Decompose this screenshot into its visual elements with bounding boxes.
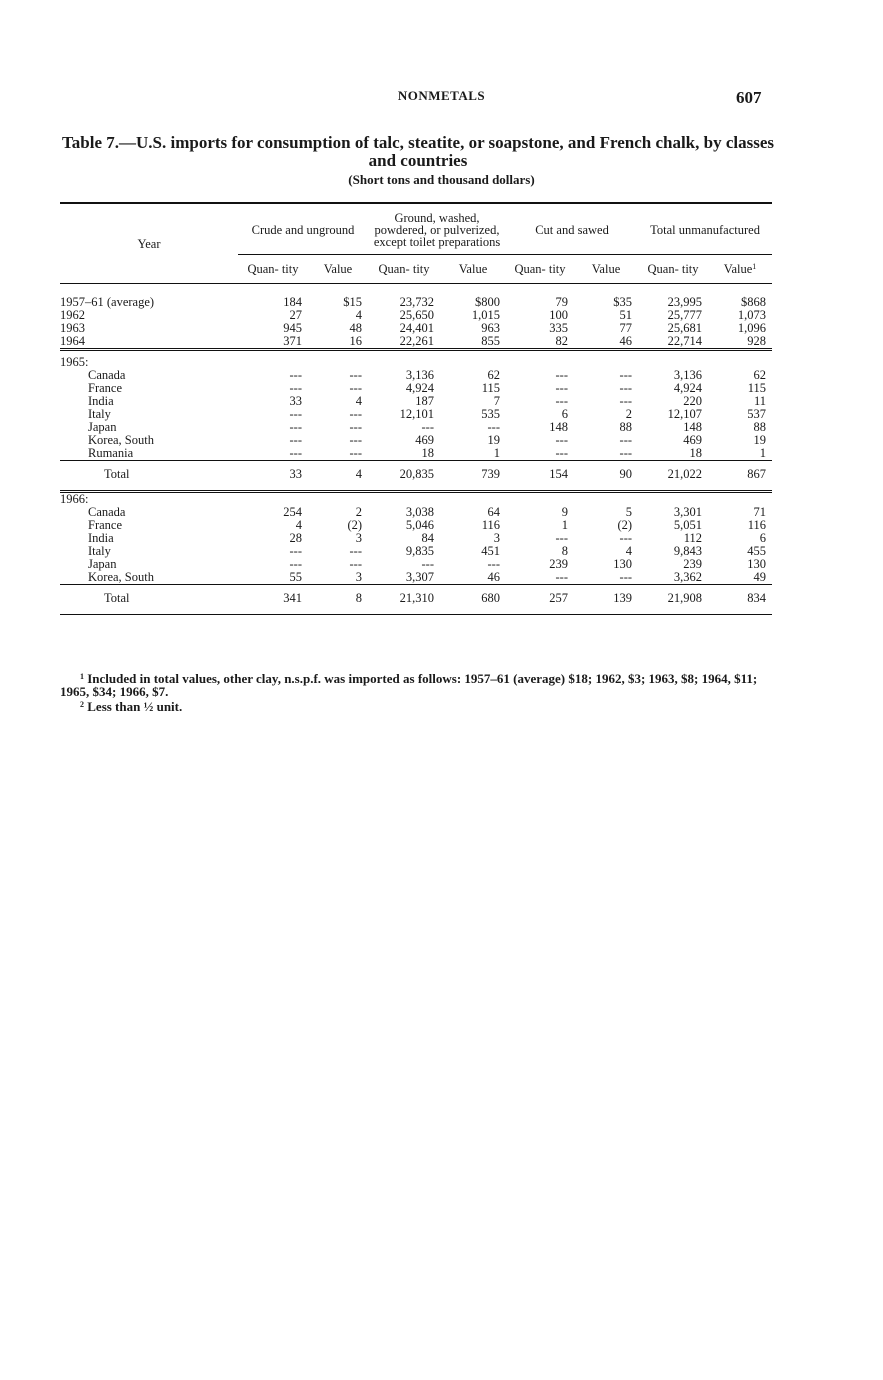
table-cell: 3: [355, 570, 363, 584]
table-cell: 100: [549, 308, 569, 322]
row-label: Korea, South: [88, 571, 154, 584]
footnote-1-mark: 1: [80, 672, 84, 681]
table-cell: 928: [747, 334, 767, 348]
table-cell: 48: [349, 321, 363, 335]
table-cell: ---: [289, 433, 302, 447]
total-row: [60, 461, 772, 492]
table-cell: 1: [493, 446, 501, 460]
table-cell: 220: [683, 394, 703, 408]
row-label: Italy: [88, 408, 111, 421]
table-cell: 187: [415, 394, 435, 408]
table-cell: 46: [487, 570, 501, 584]
table-cell: 739: [440, 461, 506, 492]
table-cell: 254: [283, 505, 302, 519]
table-cell: 77: [619, 321, 633, 335]
row-label: Italy: [88, 545, 111, 558]
table-cell: 239: [549, 557, 569, 571]
table-cell: 3,136: [405, 368, 435, 382]
table-cell: 154: [506, 461, 574, 492]
table-cell: 28: [289, 531, 302, 545]
footnotes: [60, 670, 772, 713]
table-cell: 25,681: [667, 321, 703, 335]
row-label: Japan: [88, 558, 117, 571]
table-cell: 51: [619, 308, 633, 322]
table-cell: ---: [289, 407, 302, 421]
table-cell: 62: [753, 368, 767, 382]
table-cell: 71: [753, 505, 767, 519]
group-header-cut: Cut and sawed: [506, 203, 638, 255]
table-cell: 537: [747, 407, 767, 421]
subheader-value-footnoted: [708, 255, 772, 284]
table-subtitle: (Short tons and thousand dollars): [348, 172, 535, 187]
row-label: Total: [60, 461, 238, 492]
table-cell: ---: [555, 394, 569, 408]
table-cell: ---: [349, 407, 363, 421]
table-cell: 20,835: [368, 461, 440, 492]
page-number: 607: [736, 88, 762, 107]
table-cell: 22,714: [667, 334, 703, 348]
table-cell: ---: [349, 544, 363, 558]
table-cell: 16: [349, 334, 363, 348]
table-cell: 469: [683, 433, 703, 447]
table-cell: ---: [349, 368, 363, 382]
footnote-1-text: Included in total values, other clay, n.s.p.f. was imported as follows: 1957–61 (average) $18; 1962, $3; 1963, $8; 1964, $11; 1965, $34; 1966, $7.: [60, 671, 758, 699]
footnote-2-mark: 2: [80, 700, 84, 709]
table-cell: 21,022: [638, 461, 708, 492]
table-cell: 130: [613, 557, 633, 571]
table-cell: 335: [549, 321, 569, 335]
table-cell: 5,046: [405, 518, 435, 532]
table-cell: $800: [475, 295, 501, 309]
table-cell: 62: [487, 368, 501, 382]
table-cell: ---: [421, 420, 435, 434]
table-cell: ---: [555, 433, 569, 447]
table-cell: 25,650: [399, 308, 435, 322]
table-cell: 184: [283, 295, 302, 309]
subheader-quantity: Quan- tity: [506, 255, 574, 284]
table-cell: 867: [708, 461, 772, 492]
country-row: [60, 545, 772, 558]
table-row: [60, 335, 772, 350]
table-cell: 49: [753, 570, 767, 584]
table-cell: 257: [506, 585, 574, 615]
table-cell: ---: [619, 446, 633, 460]
table-cell: 963: [481, 321, 501, 335]
table-cell: 9,843: [673, 544, 703, 558]
table-cell: ---: [555, 446, 569, 460]
subheader-quantity: Quan- tity: [368, 255, 440, 284]
table-cell: 116: [747, 518, 767, 532]
table-cell: 4: [355, 308, 363, 322]
row-label: Total: [60, 585, 238, 615]
table-cell: ---: [289, 557, 302, 571]
table-cell: ---: [555, 531, 569, 545]
table-cell: 84: [421, 531, 435, 545]
table-body: [60, 284, 772, 615]
row-label: 1964: [60, 335, 85, 348]
table-cell: 3,362: [673, 570, 703, 584]
table-cell: ---: [619, 381, 633, 395]
table-cell: 1,015: [471, 308, 501, 322]
table-cell: 4: [355, 394, 363, 408]
table-cell: ---: [619, 394, 633, 408]
imports-table: [60, 202, 772, 615]
table-cell: 855: [481, 334, 501, 348]
table-cell: 1,073: [737, 308, 767, 322]
row-label: India: [88, 532, 114, 545]
table-cell: 148: [683, 420, 703, 434]
table-cell: 3: [355, 531, 363, 545]
subheader-value: Value: [440, 255, 506, 284]
table-cell: 455: [747, 544, 767, 558]
table-cell: ---: [289, 544, 302, 558]
table-cell: 4,924: [405, 381, 435, 395]
table-cell: ---: [619, 531, 633, 545]
table-cell: 680: [440, 585, 506, 615]
footnote-2: [60, 698, 772, 713]
row-label: Korea, South: [88, 434, 154, 447]
country-row: [60, 519, 772, 532]
table-cell: 21,310: [368, 585, 440, 615]
table-cell: ---: [349, 446, 363, 460]
table-cell: ---: [349, 381, 363, 395]
table-cell: 9,835: [405, 544, 435, 558]
table-cell: 148: [549, 420, 569, 434]
table-cell: 25,777: [667, 308, 703, 322]
table-cell: 3,136: [673, 368, 703, 382]
group-header-total: Total unmanufactured: [638, 203, 772, 255]
row-label: Japan: [88, 421, 117, 434]
table-cell: 112: [683, 531, 703, 545]
table-cell: 33: [238, 461, 308, 492]
table-cell: 21,908: [638, 585, 708, 615]
table-cell: 451: [481, 544, 501, 558]
table-cell: 6: [561, 407, 569, 421]
table-cell: ---: [289, 381, 302, 395]
table-cell: 33: [289, 394, 302, 408]
row-label: India: [88, 395, 114, 408]
table-cell: ---: [619, 433, 633, 447]
table-row: [60, 284, 772, 310]
table-cell: 3,301: [673, 505, 703, 519]
table-cell: 3,307: [405, 570, 435, 584]
table-cell: 5,051: [673, 518, 703, 532]
table-cell: 139: [574, 585, 638, 615]
table-cell: 27: [289, 308, 302, 322]
table-cell: (2): [347, 518, 363, 532]
table-cell: 469: [415, 433, 435, 447]
table-cell: ---: [487, 557, 501, 571]
footnote-mark: 1: [752, 262, 757, 271]
table-cell: 18: [689, 446, 703, 460]
table-cell: ---: [619, 368, 633, 382]
row-label: 1962: [60, 309, 85, 322]
table-cell: 12,107: [667, 407, 703, 421]
year-group-label: 1966:: [60, 492, 89, 506]
table-cell: 115: [481, 381, 501, 395]
table-cell: (2): [617, 518, 633, 532]
table-cell: ---: [619, 570, 633, 584]
table-cell: $35: [613, 295, 633, 309]
table-cell: ---: [349, 433, 363, 447]
table-cell: 18: [421, 446, 435, 460]
table-cell: 535: [481, 407, 501, 421]
table-cell: 22,261: [399, 334, 435, 348]
table-cell: 19: [487, 433, 501, 447]
subheader-value: Value: [308, 255, 368, 284]
table-cell: 945: [283, 321, 302, 335]
footnote-2-text: Less than ½ unit.: [87, 699, 183, 714]
table-cell: ---: [349, 420, 363, 434]
row-label: 1963: [60, 322, 85, 335]
table-cell: 130: [747, 557, 767, 571]
table-cell: 12,101: [399, 407, 435, 421]
running-header: NONMETALS: [397, 88, 486, 103]
table-cell: 371: [283, 334, 302, 348]
table-cell: 88: [619, 420, 633, 434]
row-label: Canada: [88, 369, 126, 382]
row-label: Rumania: [88, 447, 134, 460]
table-cell: ---: [555, 381, 569, 395]
table-cell: 4,924: [673, 381, 703, 395]
table-cell: ---: [555, 570, 569, 584]
table-cell: 834: [708, 585, 772, 615]
stub-header: Year: [60, 203, 238, 284]
table-cell: 116: [481, 518, 501, 532]
country-row: [60, 408, 772, 421]
table-cell: 4: [625, 544, 633, 558]
table-cell: 90: [574, 461, 638, 492]
subheader-value: Value: [574, 255, 638, 284]
table-cell: ---: [289, 368, 302, 382]
table-cell: 79: [555, 295, 569, 309]
table-cell: 115: [747, 381, 767, 395]
table-cell: $15: [343, 295, 363, 309]
row-label: France: [88, 519, 123, 532]
country-row: [60, 447, 772, 461]
table-cell: ---: [289, 420, 302, 434]
table-cell: 46: [619, 334, 633, 348]
table-cell: 7: [493, 394, 501, 408]
table-cell: 8: [561, 544, 569, 558]
table-title: Table 7.—U.S. imports for consumption of talc, steatite, or soapstone, and French chalk, by classes and countries: [62, 133, 774, 170]
table-cell: 88: [753, 420, 767, 434]
table-cell: 64: [487, 505, 501, 519]
table-cell: 4: [295, 518, 302, 532]
table-cell: 8: [308, 585, 368, 615]
group-header-ground: Ground, washed, powdered, or pulverized, except toilet preparations: [368, 203, 506, 255]
table-cell: ---: [487, 420, 501, 434]
table-cell: $868: [741, 295, 767, 309]
table-cell: 2: [355, 505, 363, 519]
year-group-label: 1965:: [60, 350, 772, 370]
table-cell: 1: [759, 446, 767, 460]
table-cell: 55: [289, 570, 302, 584]
table-cell: 23,995: [667, 295, 703, 309]
table-cell: 239: [683, 557, 703, 571]
subheader-quantity: Quan- tity: [238, 255, 308, 284]
subheader-value: Value: [723, 262, 753, 276]
row-label: Canada: [88, 506, 126, 519]
table-cell: 23,732: [399, 295, 435, 309]
table-cell: 6: [759, 531, 767, 545]
table-cell: 4: [308, 461, 368, 492]
row-label: 1957–61 (average): [60, 295, 155, 309]
table-cell: 24,401: [399, 321, 435, 335]
total-row: [60, 585, 772, 615]
country-row: [60, 571, 772, 585]
table-cell: 3,038: [405, 505, 435, 519]
table-cell: 3: [493, 531, 501, 545]
table-cell: 1,096: [737, 321, 767, 335]
table-cell: 341: [238, 585, 308, 615]
table-cell: ---: [289, 446, 302, 460]
table-cell: 9: [561, 505, 569, 519]
table-cell: 11: [754, 394, 767, 408]
table-cell: 5: [625, 505, 633, 519]
table-cell: 1: [561, 518, 569, 532]
table-cell: 82: [555, 334, 569, 348]
row-label: France: [88, 382, 123, 395]
country-row: [60, 434, 772, 447]
year-group-row: [60, 492, 772, 507]
table-cell: ---: [421, 557, 435, 571]
table-cell: ---: [349, 557, 363, 571]
group-header-crude: Crude and unground: [238, 203, 368, 255]
subheader-quantity: Quan- tity: [638, 255, 708, 284]
table-cell: 19: [753, 433, 767, 447]
footnote-1: [60, 670, 772, 698]
year-group-row: [60, 350, 772, 370]
table-cell: ---: [555, 368, 569, 382]
table-cell: 2: [625, 407, 633, 421]
